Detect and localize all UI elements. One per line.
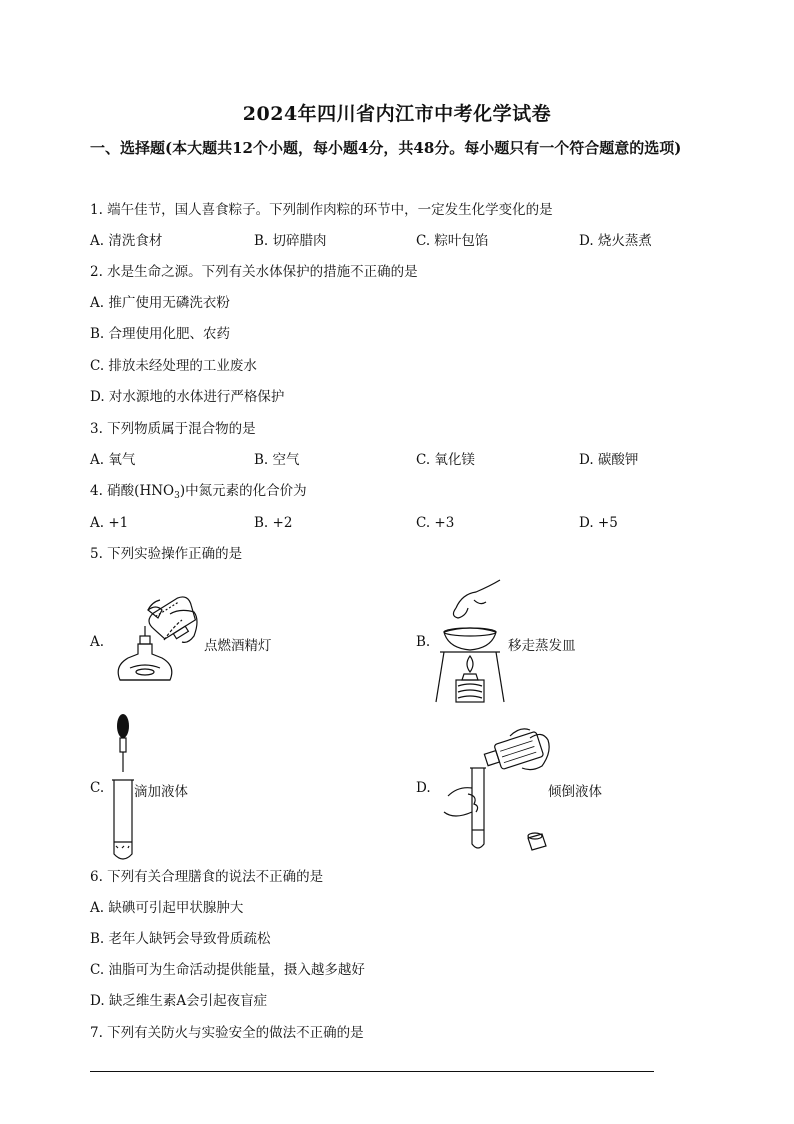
q5-b-label: 移走蒸发皿 [508, 638, 576, 654]
q5-d-letter: D. [416, 780, 431, 796]
q4-stem: 4. 硝酸$(HNO_3)$中氮元素的化合价为 [90, 483, 307, 501]
q6-option-a: A. 缺碘可引起甲状腺肿大 [90, 900, 244, 916]
q5-a-label: 点燃酒精灯 [204, 638, 272, 654]
q5-stem: 5. 下列实验操作正确的是 [90, 546, 243, 562]
q3-stem: 3. 下列物质属于混合物的是 [90, 421, 256, 437]
q4-option-c: C. +3 [416, 515, 455, 531]
q1-option-a: A. 清洗食材 [90, 233, 163, 249]
dropper-test-tube-figure [110, 714, 136, 864]
q2-option-b: B. 合理使用化肥、农药 [90, 326, 231, 342]
q1-stem: 1. 端午佳节，国人喜食粽子。下列制作肉粽的环节中，一定发生化学变化的是 [90, 202, 553, 218]
q4-option-a: A. +1 [90, 515, 129, 531]
section-heading: 一、选择题(本大题共12个小题，每小题4分，共48分。每小题只有一个符合题意的选项) [90, 139, 682, 157]
q6-option-d: D. 缺乏维生素A会引起夜盲症 [90, 993, 268, 1009]
q3-option-c: C. 氧化镁 [416, 452, 475, 468]
q4-option-b: B. +2 [254, 515, 293, 531]
q5-c-label: 滴加液体 [134, 784, 188, 800]
q7-stem: 7. 下列有关防火与实验安全的做法不正确的是 [90, 1025, 364, 1041]
q5-b-letter: B. [416, 634, 431, 650]
q2-option-a: A. 推广使用无磷洗衣粉 [90, 295, 230, 311]
q5-d-label: 倾倒液体 [548, 784, 602, 800]
q1-option-d: D. 烧火蒸煮 [579, 233, 652, 249]
q5-a-letter: A. [90, 634, 105, 650]
q2-option-d: D. 对水源地的水体进行严格保护 [90, 389, 285, 405]
q4-option-d: D. +5 [579, 515, 618, 531]
q6-option-c: C. 油脂可为生命活动提供能量，摄入越多越好 [90, 962, 365, 978]
q3-option-d: D. 碳酸钾 [579, 452, 639, 468]
footer-divider [90, 1071, 654, 1072]
q2-option-c: C. 排放未经处理的工业废水 [90, 358, 257, 374]
q1-option-b: B. 切碎腊肉 [254, 233, 327, 249]
q1-option-c: C. 粽叶包馅 [416, 233, 489, 249]
evaporating-dish-figure [434, 576, 506, 708]
q3-option-b: B. 空气 [254, 452, 300, 468]
alcohol-lamp-ignite-figure [108, 596, 208, 688]
pour-liquid-figure [434, 720, 554, 860]
q3-option-a: A. 氧气 [90, 452, 136, 468]
q6-option-b: B. 老年人缺钙会导致骨质疏松 [90, 931, 271, 947]
q2-stem: 2. 水是生命之源。下列有关水体保护的措施不正确的是 [90, 264, 418, 280]
q5-c-letter: C. [90, 780, 105, 796]
page-title: 2024年四川省内江市中考化学试卷 [242, 103, 552, 125]
q6-stem: 6. 下列有关合理膳食的说法不正确的是 [90, 869, 324, 885]
